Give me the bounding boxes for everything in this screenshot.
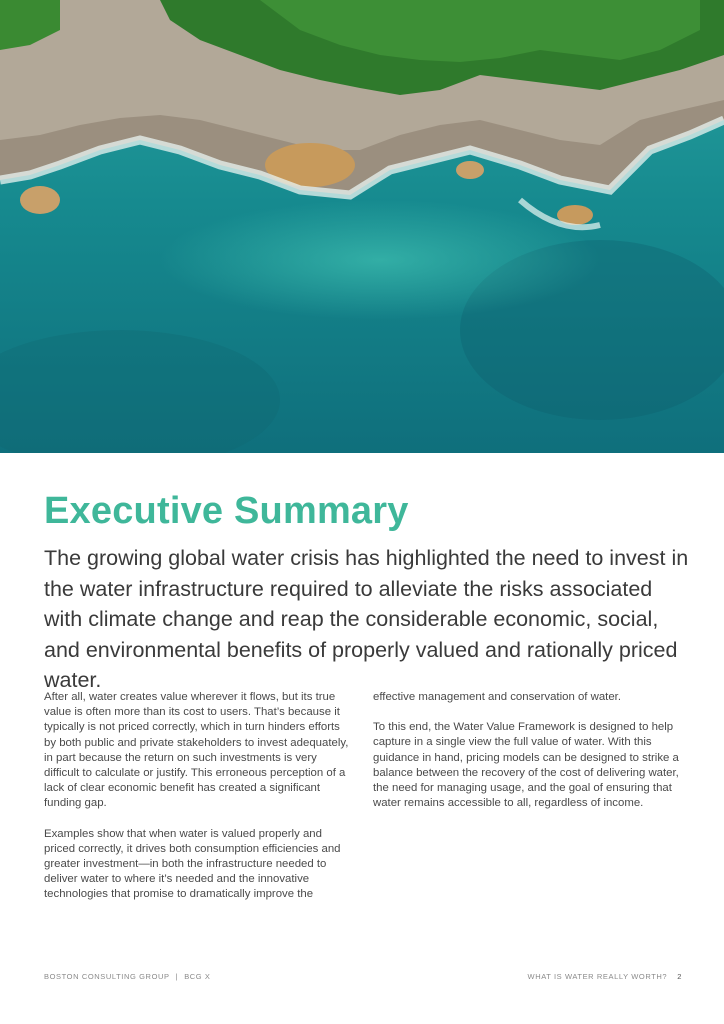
lead-paragraph: The growing global water crisis has highlighted the need to invest in the water infrastructure required to alleviate the risks associated with climate change and reap the considerable economic, social, and environmental benefits of properly valued and rationally priced water.: [44, 546, 689, 692]
body-paragraph: After all, water creates value wherever it flows, but its true value is often more than its cost to users. That’s because it typically is not priced correctly, which in turn hinders efforts by both public and private stakeholders to invest adequately, in part because the return on such investments is very difficult to calculate or justify. This erroneous perception of a lack of clear economic benefit has created a significant funding gap.: [44, 691, 349, 810]
body-paragraph: Examples show that when water is valued properly and priced correctly, it drives both consumption efficiencies and greater investment—in both the infrastructure needed to deliver water to where it’s needed and the innovative technologies that promise to dramatically improve the: [44, 827, 341, 901]
footer-doc-title: WHAT IS WATER REALLY WORTH?: [527, 972, 668, 981]
page-title: Executive Summary: [44, 490, 409, 532]
hero-image: [0, 0, 724, 453]
coastline-aerial-illustration: [0, 0, 724, 453]
footer-right: [528, 972, 682, 981]
body-column-right: [373, 690, 683, 826]
body-paragraph: To this end, the Water Value Framework is designed to help capture in a single view the full value of water. With this guidance in hand, pricing models can be designed to strike a balance between the recovery of the cost of delivering water, the need for managing usage, and the goal of ensuring that water remains accessible to all, regardless of income.: [373, 721, 679, 810]
footer-left: [44, 972, 211, 981]
body-column-left: [44, 690, 352, 918]
body-paragraph: effective management and conservation of water.: [373, 691, 622, 703]
footer-brand: BCG X: [184, 972, 211, 981]
footer-separator: |: [175, 972, 179, 981]
footer-company: BOSTON CONSULTING GROUP: [44, 972, 170, 981]
page-number: 2: [677, 972, 682, 981]
